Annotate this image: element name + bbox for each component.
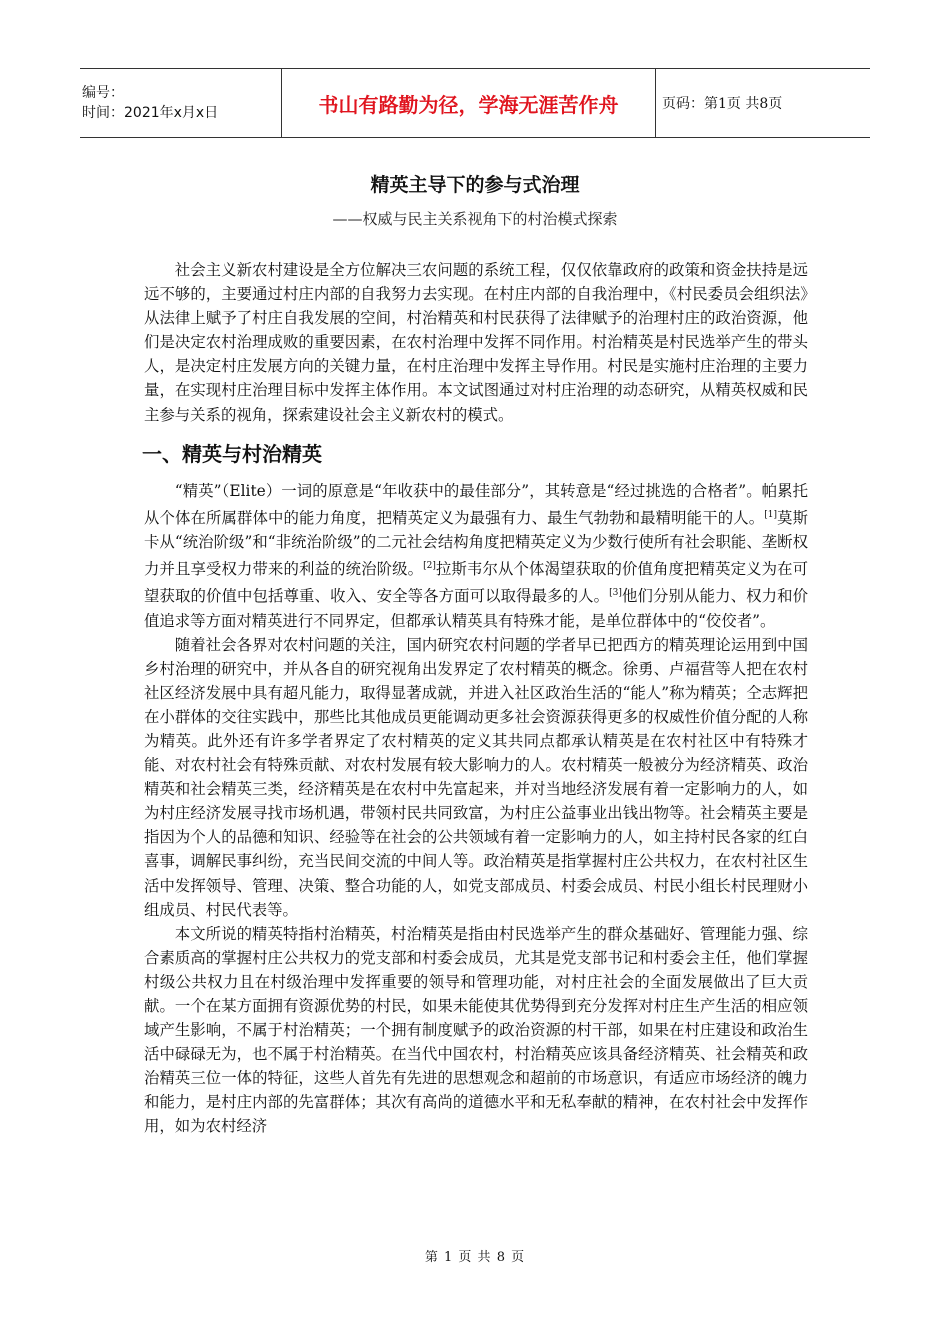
- citation-ref[interactable]: [2]: [423, 561, 436, 572]
- page-info-text: 页码：第1页 共8页: [662, 96, 783, 112]
- document-time-label: 时间：2021年x月x日: [82, 105, 219, 121]
- page-footer: 第 1 页 共 8 页: [424, 1250, 526, 1265]
- paragraph-text: 他们分别从能力、权力和价值追求等方面对精英进行不同界定，但都承认精英具有特殊才能，是单位群体中的“佼佼者”。: [144, 587, 808, 630]
- citation-ref[interactable]: [1]: [764, 509, 777, 520]
- document-body: [144, 258, 808, 1139]
- paragraph-text: 莫斯卡从“统治阶级”和“非统治阶级”的二元社会结构角度把精英定义为少数行使所有社会职能、垄断权力并且享受权力带来的利益的统治阶级。: [144, 508, 808, 579]
- intro-paragraph: 社会主义新农村建设是全方位解决三农问题的系统工程，仅仅依靠政府的政策和资金扶持是远远不够的，主要通过村庄内部的自我努力去实现。在村庄内部的自我治理中，《村民委员会组织法》从法律上赋予了村庄自我发展的空间，村治精英和村民获得了法律赋予的治理村庄的政治资源，他们是决定农村治理成败的重要因素，在农村治理中发挥不同作用。村治精英是村民选举产生的带头人，是决定村庄发展方向的关键力量，在村庄治理中发挥主导作用。村民是实施村庄治理的主要力量，在实现村庄治理目标中发挥主体作用。本文试图通过对村庄治理的动态研究，从精英权威和民主参与关系的视角，探索建设社会主义新农村的模式。: [144, 261, 808, 424]
- paragraph-elite-definition: [144, 479, 808, 633]
- paragraph-text: “精英”（Elite）一词的原意是“年收获中的最佳部分”，其转意是“经过挑选的合格者”。帕累托从个体在所属群体中的能力角度，把精英定义为最强有力、最生气勃勃和最精明能干的人。: [144, 481, 808, 527]
- header-motto: [282, 69, 656, 137]
- motto-text: 书山有路勤为径，学海无涯苦作舟: [318, 92, 619, 117]
- paragraph-rural-elite: 随着社会各界对农村问题的关注，国内研究农村问题的学者早已把西方的精英理论运用到中国乡村治理的研究中，并从各自的研究视角出发界定了农村精英的概念。徐勇、卢福营等人把在农村社区经济发展中具有超凡能力，取得显著成就，并进入社区政治生活的“能人”称为精英；仝志辉把在小群体的交往实践中，那些比其他成员更能调动更多社会资源获得更多的权威性价值分配的人称为精英。此外还有许多学者界定了农村精英的定义其共同点都承认精英是在农村社区中有特殊才能、对农村社会有特殊贡献、对农村发展有较大影响力的人。农村精英一般被分为经济精英、政治精英和社会精英三类，经济精英是在农村中先富起来，并对当地经济发展有着一定影响力的人，如为村庄经济发展寻找市场机遇，带领村民共同致富，为村庄公益事业出钱出物等。社会精英主要是指因为个人的品德和知识、经验等在社会的公共领域有着一定影响力的人，如主持村民各家的红白喜事，调解民事纠纷，充当民间交流的中间人等。政治精英是指掌握村庄公共权力，在农村社区生活中发挥领导、管理、决策、整合功能的人，如党支部成员、村委会成员、村民小组长村民理财小组成员、村民代表等。: [144, 635, 808, 919]
- section-heading: 一、精英与村治精英: [142, 441, 322, 466]
- document-header: [80, 68, 870, 138]
- paragraph-text: 拉斯韦尔从个体渴望获取的价值角度把精英定义为在可望获取的价值中包括尊重、收入、安全等各方面可以取得最多的人。: [144, 560, 808, 606]
- header-page-info: [656, 69, 870, 137]
- paragraph-village-elite: 本文所说的精英特指村治精英，村治精英是指由村民选举产生的群众基础好、管理能力强、综合素质高的掌握村庄公共权力的党支部和村委会成员，尤其是党支部书记和村委会主任，他们掌握村级公共权力且在村级治理中发挥重要的领导和管理功能，对村庄社会的全面发展做出了巨大贡献。一个在某方面拥有资源优势的村民，如果未能使其优势得到充分发挥对村庄生产生活的相应领域产生影响，不属于村治精英；一个拥有制度赋予的政治资源的村干部，如果在村庄建设和政治生活中碌碌无为，也不属于村治精英。在当代中国农村，村治精英应该具备经济精英、社会精英和政治精英三位一体的特征，这些人首先有先进的思想观念和超前的市场意识，有适应市场经济的魄力和能力，是村庄内部的先富群体；其次有高尚的道德水平和无私奉献的精神，在农村社会中发挥作用，如为农村经济: [144, 924, 808, 1136]
- header-meta: [80, 69, 282, 137]
- page-subtitle: ——权威与民主关系视角下的村治模式探索: [332, 210, 618, 228]
- citation-ref[interactable]: [3]: [609, 588, 622, 599]
- document-number-label: 编号：: [82, 85, 124, 101]
- page-title: 精英主导下的参与式治理: [370, 174, 580, 196]
